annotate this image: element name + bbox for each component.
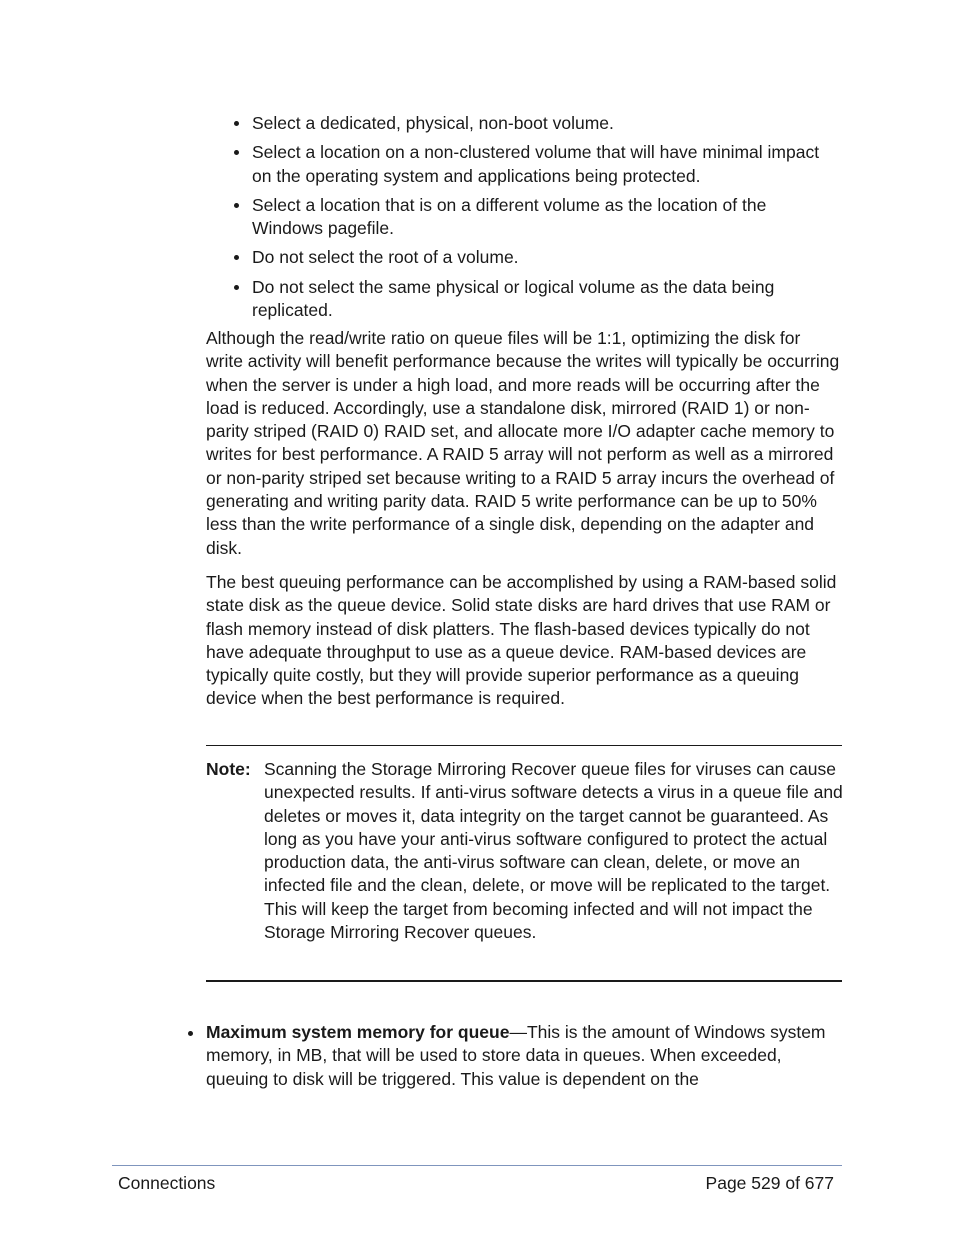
option-description: —This is the amount of Windows system memory, in MB, that will be used to store data in queues. When exceeded, queuing to disk will be triggered. This value is dependent on the xyxy=(206,1022,826,1089)
bullet-dot-icon xyxy=(234,203,239,208)
note-box xyxy=(206,758,846,944)
bullet-item xyxy=(232,112,842,135)
option-term: Maximum system memory for queue xyxy=(206,1022,510,1042)
queue-location-bullet-list xyxy=(232,112,842,328)
bullet-dot-icon xyxy=(234,121,239,126)
solid-state-disk-paragraph: The best queuing performance can be accomplished by using a RAM-based solid state disk as the queue device. Solid state disks are hard drives that use RAM or flash memory instead of disk platters. The flash-based devices typically do not have adequate throughput to use as a queue device. RAM-based devices are typically quite costly, but they will provide superior performance as a queuing device when the best performance is required. xyxy=(206,572,837,709)
bullet-item xyxy=(232,141,842,188)
bullet-dot-icon xyxy=(234,255,239,260)
note-bottom-divider xyxy=(206,980,842,982)
bullet-text: Select a location that is on a different volume as the location of the Windows pagefile. xyxy=(252,194,767,239)
bullet-dot-icon xyxy=(234,285,239,290)
bullet-dot-icon xyxy=(188,1031,193,1036)
note-label: Note: xyxy=(206,759,251,779)
bullet-item xyxy=(232,276,842,323)
bullet-item xyxy=(232,246,842,269)
max-system-memory-bullet xyxy=(206,1021,842,1091)
bullet-text: Select a location on a non-clustered volume that will have minimal impact on the operating system and applications being protected. xyxy=(252,142,820,186)
raid-performance-paragraph: Although the read/write ratio on queue files will be 1:1, optimizing the disk for write activity will benefit performance because the writes will typically be occurring when the server is under a high load, and more reads will be occurring after the load is reduced. Accordingly, use a standalone disk, mirrored (RAID 1) or non-parity striped (RAID 0) RAID set, and allocate more I/O adapter cache memory to writes for best performance. A RAID 5 array will not perform as well as a mirrored or non-parity striped set because writing to a RAID 5 array incurs the overhead of generating and writing parity data. RAID 5 write performance can be up to 50% less than the write performance of a single disk, depending on the adapter and disk. xyxy=(206,328,840,558)
note-text: Scanning the Storage Mirroring Recover queue files for viruses can cause unexpected results. If anti-virus software detects a virus in a queue file and deletes or moves it, data integrity on the target cannot be guaranteed. As long as you have your anti-virus software configured to protect the actual production data, the anti-virus software can clean, delete, or move an infected file and the clean, delete, or move will be replicated to the target. This will keep the target from becoming infected and will not impact the Storage Mirroring Recover queues. xyxy=(264,759,843,943)
footer-section-title: Connections xyxy=(118,1173,216,1193)
footer-page-number: Page 529 of 677 xyxy=(705,1173,834,1193)
note-top-divider xyxy=(206,745,842,746)
bullet-item xyxy=(232,194,842,241)
bullet-text: Select a dedicated, physical, non-boot volume. xyxy=(252,113,614,133)
footer-divider xyxy=(112,1165,842,1166)
bullet-dot-icon xyxy=(234,150,239,155)
bullet-text: Do not select the root of a volume. xyxy=(252,247,519,268)
bullet-text: Do not select the same physical or logical volume as the data being replicated. xyxy=(252,276,775,321)
